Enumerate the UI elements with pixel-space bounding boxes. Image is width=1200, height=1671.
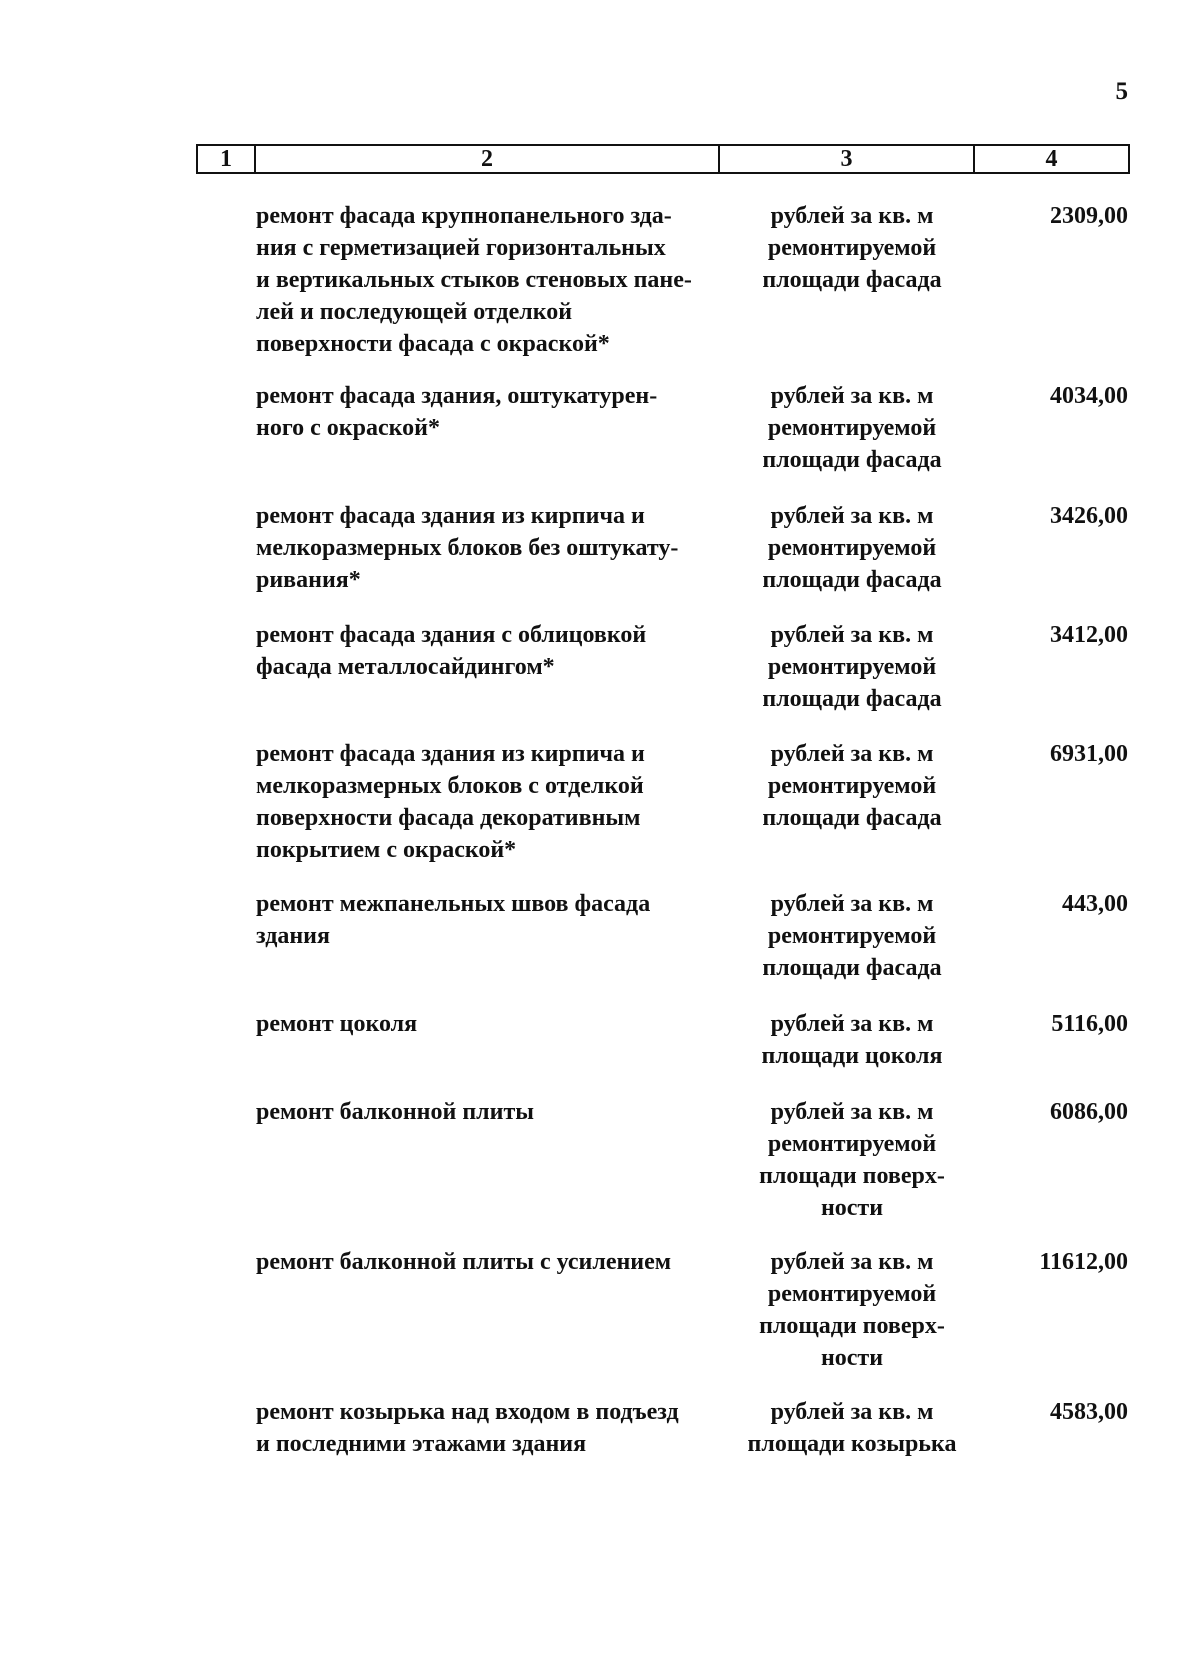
description-line: и вертикальных стыков стеновых пане- [256,267,692,293]
unit-line: рублей за кв. м [770,1249,934,1275]
header-col-2: 2 [256,146,720,172]
unit-line: ремонтируемой [767,1281,937,1307]
price-value: 4034,00 [1050,383,1128,409]
price-value: 443,00 [1062,891,1128,917]
description-line: ремонт козырька над входом в подъезд [256,1399,679,1425]
description-line: фасада металлосайдингом* [256,654,555,680]
unit-line: площади фасада [762,955,942,981]
unit-line: площади козырька [747,1431,957,1457]
unit-line: рублей за кв. м [770,203,934,229]
price-value: 6086,00 [1050,1099,1128,1125]
description-line: здания [256,923,330,949]
description-line: ривания* [256,567,361,593]
work-description [256,380,720,444]
unit-line: площади фасада [762,686,942,712]
price-value: 5116,00 [1051,1011,1128,1037]
column-number-header [196,144,1130,174]
work-description [256,1246,720,1278]
page-number: 5 [1115,78,1128,105]
unit-line: ремонтируемой [767,235,937,261]
unit-line: рублей за кв. м [770,383,934,409]
unit-line: рублей за кв. м [770,503,934,529]
description-line: лей и последующей отделкой [256,299,573,325]
work-description [256,1096,720,1128]
unit-of-measure [738,1396,966,1460]
description-line: ремонт фасада здания, оштукатурен- [256,383,658,409]
unit-line: рублей за кв. м [770,1099,934,1125]
unit-line: рублей за кв. м [770,891,934,917]
unit-line: ремонтируемой [767,535,937,561]
price-value: 3412,00 [1050,622,1128,648]
description-line: ремонт балконной плиты [256,1099,534,1125]
description-line: ремонт межпанельных швов фасада [256,891,651,917]
unit-of-measure [738,888,966,984]
work-description [256,1008,720,1040]
unit-line: ности [820,1345,884,1371]
unit-line: ремонтируемой [767,415,937,441]
description-line: ния с герметизацией горизонтальных [256,235,666,261]
unit-of-measure [738,738,966,834]
header-col-4: 4 [1045,145,1058,172]
price-value: 4583,00 [1050,1399,1128,1425]
unit-line: ремонтируемой [767,773,937,799]
unit-line: ремонтируемой [767,1131,937,1157]
header-col-3: 3 [720,146,975,172]
unit-line: рублей за кв. м [770,1011,934,1037]
description-line: ремонт цоколя [256,1011,418,1037]
work-description [256,619,720,683]
price-value: 11612,00 [1039,1249,1128,1275]
unit-line: площади фасада [762,567,942,593]
unit-of-measure [738,619,966,715]
price-value: 2309,00 [1050,203,1128,229]
price-value: 6931,00 [1050,741,1128,767]
unit-line: рублей за кв. м [770,741,934,767]
unit-of-measure [738,380,966,476]
unit-line: площади фасада [762,447,942,473]
unit-of-measure [738,1246,966,1374]
unit-line: площади поверх- [759,1313,945,1339]
description-line: ремонт фасада крупнопанельного зда- [256,203,672,229]
description-line: ремонт балконной плиты с усилением [256,1249,672,1275]
description-line: ремонт фасада здания с облицовкой [256,622,647,648]
description-line: поверхности фасада декоративным [256,805,641,831]
description-line: ного с окраской* [256,415,440,441]
unit-of-measure [738,500,966,596]
work-description [256,200,720,360]
price-value: 3426,00 [1050,503,1128,529]
work-description [256,500,720,596]
work-description [256,738,720,866]
unit-of-measure [738,1008,966,1072]
description-line: ремонт фасада здания из кирпича и [256,503,645,529]
unit-line: рублей за кв. м [770,622,934,648]
unit-line: площади фасада [762,805,942,831]
unit-of-measure [738,200,966,296]
description-line: поверхности фасада с окраской* [256,331,610,357]
work-description [256,1396,720,1460]
unit-line: площади поверх- [759,1163,945,1189]
work-description [256,888,720,952]
unit-line: рублей за кв. м [770,1399,934,1425]
description-line: ремонт фасада здания из кирпича и [256,741,645,767]
description-line: мелкоразмерных блоков без оштукату- [256,535,679,561]
unit-of-measure [738,1096,966,1224]
description-line: покрытием с окраской* [256,837,517,863]
unit-line: ности [820,1195,884,1221]
unit-line: площади фасада [762,267,942,293]
description-line: и последними этажами здания [256,1431,587,1457]
unit-line: площади цоколя [761,1043,943,1069]
unit-line: ремонтируемой [767,654,937,680]
unit-line: ремонтируемой [767,923,937,949]
header-col-1: 1 [198,146,256,172]
description-line: мелкоразмерных блоков с отделкой [256,773,644,799]
